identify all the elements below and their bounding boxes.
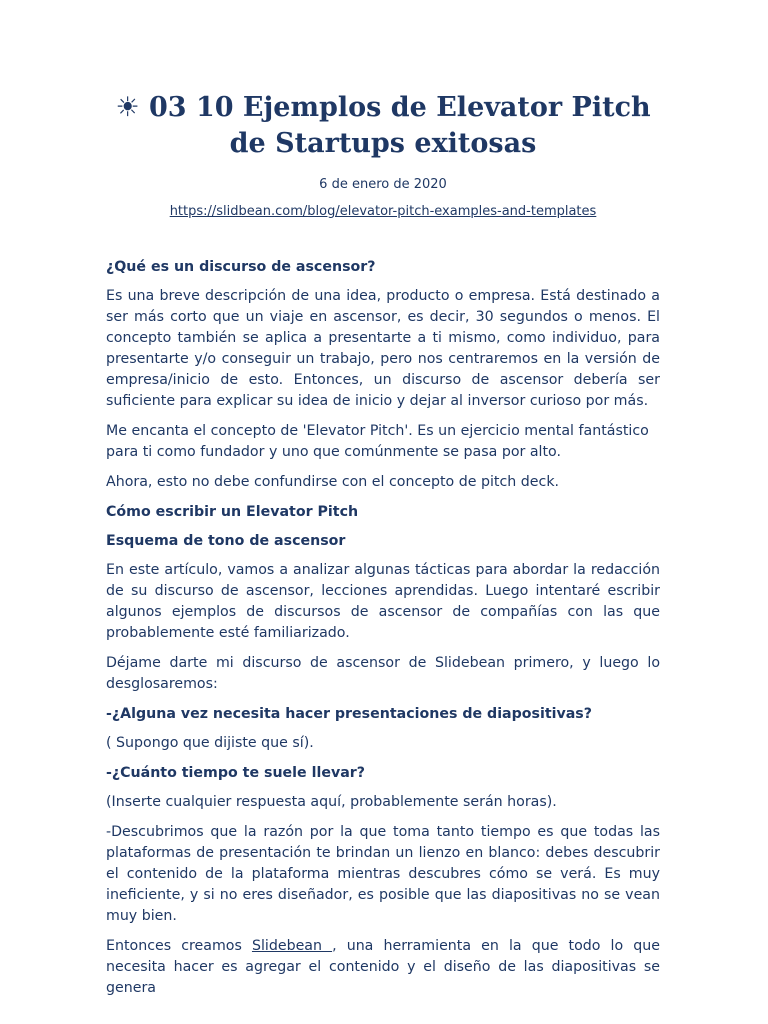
paragraph-pitch-deck: Ahora, esto no debe confundirse con el concepto de pitch deck. <box>106 474 560 490</box>
document-page <box>106 90 660 1008</box>
paragraph-definicion: Es una breve descripción de una idea, producto o empresa. Está destinado a ser más corto que un viaje en ascensor, es decir, 30 segundos o menos. El concepto también se aplica a presentarte a ti mismo, como individuo, para presentarte y/o conseguir un trabajo, pero nos centraremos en la versión de empresa/inicio de esto. Entonces, un discurso de ascensor debería ser suficiente para explicar su idea de inicio y dejar al inversor curioso por más. <box>106 288 660 409</box>
question-tiempo: -¿Cuánto tiempo te suele llevar? <box>106 765 365 781</box>
heading-como-escribir: Cómo escribir un Elevator Pitch <box>106 504 359 520</box>
document-title-text: 03 10 Ejemplos de Elevator Pitch de Startups exitosas <box>148 92 651 159</box>
slidebean-link[interactable]: Slidebean <box>251 938 333 954</box>
source-url-line <box>106 201 660 222</box>
question-presentaciones: -¿Alguna vez necesita hacer presentaciones de diapositivas? <box>106 706 592 722</box>
answer-tiempo: (Inserte cualquier respuesta aquí, probablemente serán horas). <box>106 794 557 810</box>
document-title <box>106 90 660 162</box>
paragraph-creamos <box>106 936 660 999</box>
paragraph-dejame: Déjame darte mi discurso de ascensor de Slidebean primero, y luego lo desglosaremos: <box>106 655 660 692</box>
creamos-text-after: , una herramienta en la que todo lo que necesita hacer es agregar el contenido y el diseño de las diapositivas se genera <box>106 938 660 996</box>
paragraph-concepto: Me encanta el concepto de 'Elevator Pitch'. Es un ejercicio mental fantástico para ti como fundador y uno que comúnmente se pasa por alto. <box>106 423 649 460</box>
paragraph-articulo: En este artículo, vamos a analizar algunas tácticas para abordar la redacción de su discurso de ascensor, lecciones aprendidas. Luego intentaré escribir algunos ejemplos de discursos de ascensor de compañías con las que probablemente esté familiarizado. <box>106 562 660 641</box>
creamos-text-before: Entonces creamos <box>106 938 252 954</box>
answer-presentaciones: ( Supongo que dijiste que sí). <box>106 735 314 751</box>
paragraph-descubrimos: -Descubrimos que la razón por la que toma tanto tiempo es que todas las plataformas de presentación te brindan un lienzo en blanco: debes descubrir el contenido de la plataforma mientras descubres cómo se verá. Es muy ineficiente, y si no eres diseñador, es posible que las diapositivas no se vean muy bien. <box>106 824 660 924</box>
source-url-link[interactable]: https://slidbean.com/blog/elevator-pitch-examples-and-templates <box>169 204 597 219</box>
document-date: 6 de enero de 2020 <box>319 177 447 192</box>
heading-que-es: ¿Qué es un discurso de ascensor? <box>106 259 376 275</box>
heading-esquema: Esquema de tono de ascensor <box>106 533 346 549</box>
sun-icon: ☀ <box>115 92 140 123</box>
